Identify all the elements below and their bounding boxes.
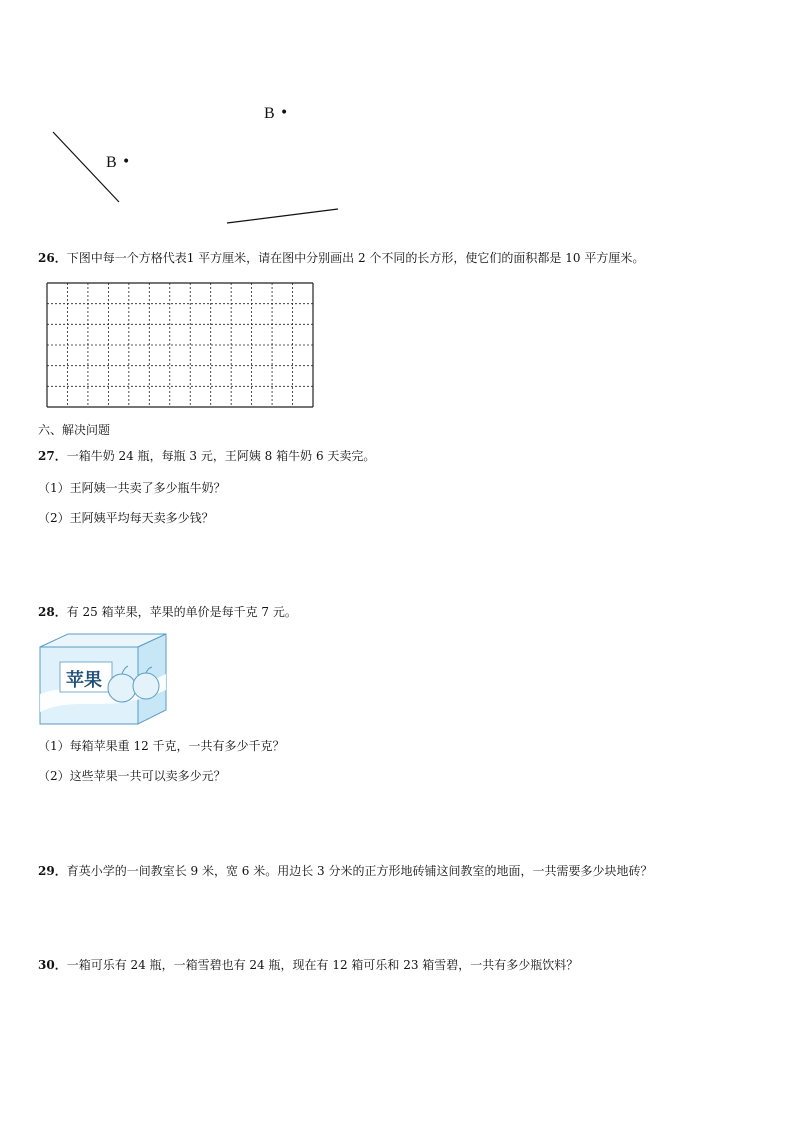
- question-27: [38, 448, 375, 464]
- question-29: [38, 863, 653, 879]
- section-6-title: 六、解决问题: [38, 423, 111, 437]
- question-27-number: 27．: [38, 449, 67, 463]
- point-b-top-dot: •: [280, 105, 289, 121]
- question-30: [38, 957, 578, 973]
- question-26: [38, 250, 644, 266]
- question-26-number: 26．: [38, 251, 67, 265]
- question-29-text: 育英小学的一间教室长 9 米，宽 6 米。用边长 3 分米的正方形地砖铺这间教室的地面，一共需要多少块地砖？: [66, 864, 653, 878]
- question-27-sub-1: （1）王阿姨一共卖了多少瓶牛奶？: [38, 481, 226, 495]
- line-bottom: [227, 209, 338, 223]
- point-b-left-dot: •: [122, 154, 131, 170]
- point-b-top-label: B: [264, 105, 275, 122]
- question-28-sub-1: （1）每箱苹果重 12 千克，一共有多少千克？: [38, 739, 285, 753]
- point-b-left-label: B: [106, 154, 117, 171]
- question-27-text: 一箱牛奶 24 瓶，每瓶 3 元，王阿姨 8 箱牛奶 6 天卖完。: [66, 449, 376, 463]
- question-26-text: 下图中每一个方格代表1 平方厘米，请在图中分别画出 2 个不同的长方形，使它们的面积都是 10 平方厘米。: [66, 251, 645, 265]
- question-28-text: 有 25 箱苹果，苹果的单价是每千克 7 元。: [66, 605, 297, 619]
- question-28-sub-2: （2）这些苹果一共可以卖多少元？: [38, 769, 226, 783]
- question-30-number: 30．: [38, 958, 67, 972]
- figure-25-lines: [0, 0, 794, 260]
- line-diagonal: [53, 132, 119, 202]
- question-28: [38, 604, 297, 620]
- question-27-sub-2: （2）王阿姨平均每天卖多少钱？: [38, 511, 214, 525]
- question-30-text: 一箱可乐有 24 瓶，一箱雪碧也有 24 瓶，现在有 12 箱可乐和 23 箱雪碧，一共有多少瓶饮料？: [66, 958, 579, 972]
- question-28-number: 28．: [38, 605, 67, 619]
- apple-box-illustration: [38, 632, 168, 727]
- question-29-number: 29．: [38, 864, 67, 878]
- apple-box-label: 苹果: [66, 670, 102, 691]
- square-grid[interactable]: [46, 282, 314, 408]
- apple-box-drawing: [38, 632, 168, 727]
